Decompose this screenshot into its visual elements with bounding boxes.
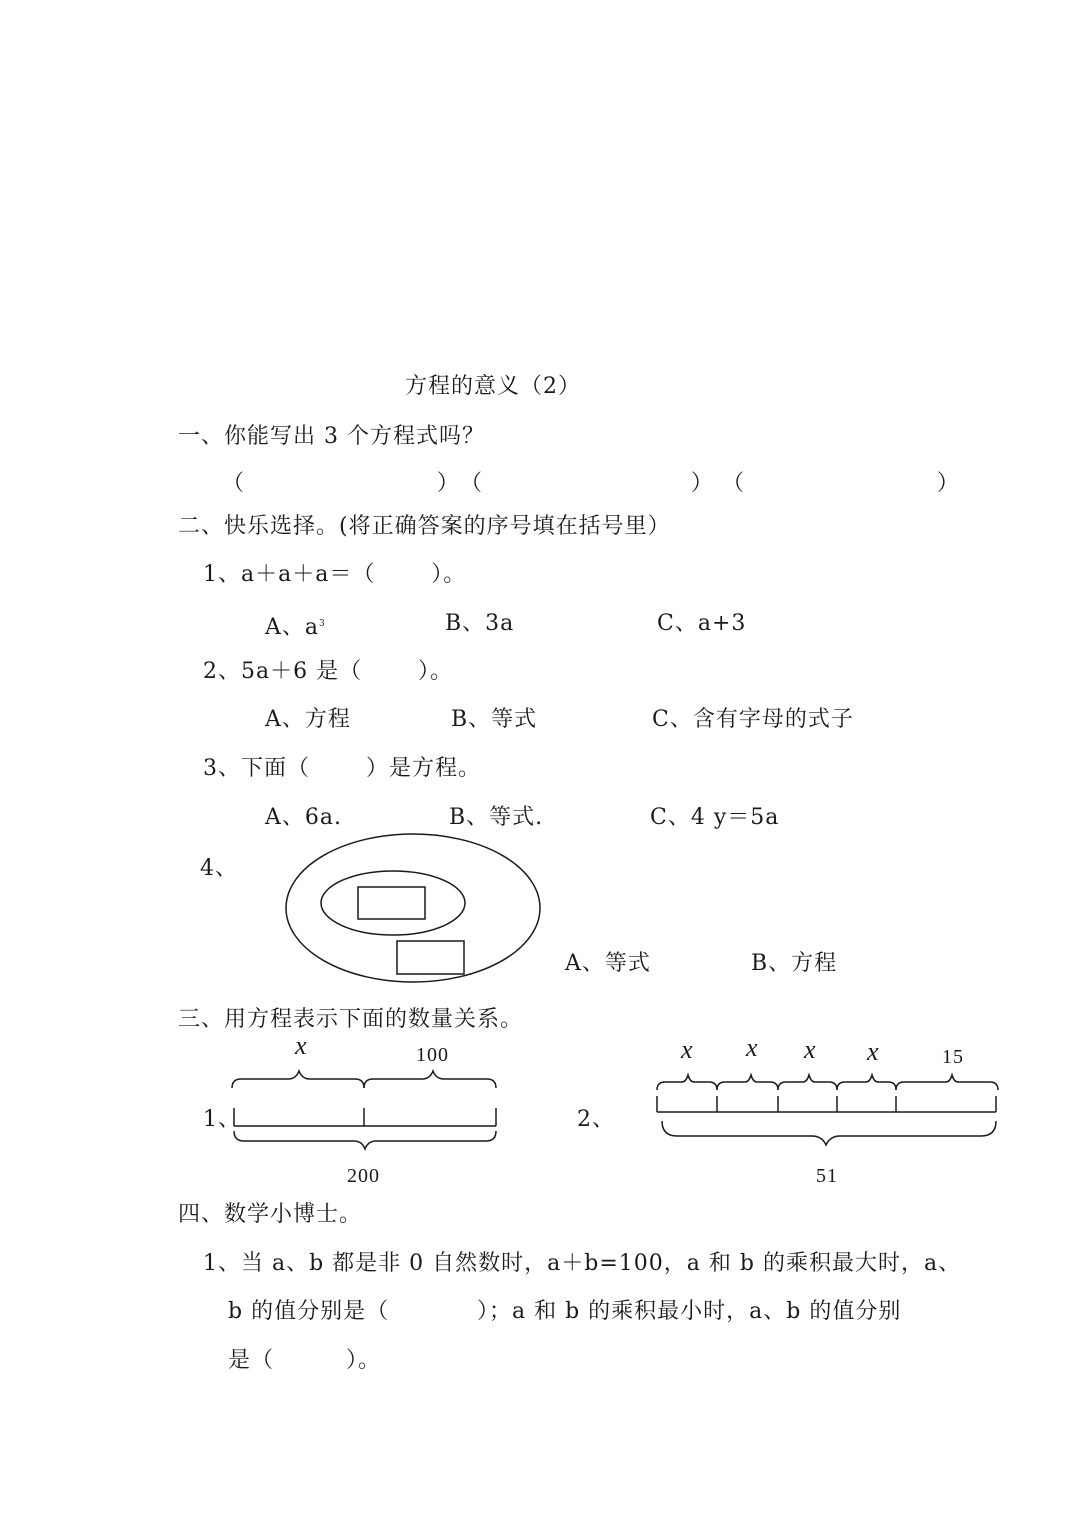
diagram2-x3-label: x xyxy=(804,1035,817,1064)
diagram2-bottom-value: 51 xyxy=(816,1165,838,1187)
section4-heading: 四、数学小博士。 xyxy=(178,1202,363,1227)
section1-heading: 一、你能写出 3 个方程式吗？ xyxy=(178,424,485,449)
q2-option-a[interactable]: A、方程 xyxy=(265,707,351,732)
q4-option-b[interactable]: B、方程 xyxy=(751,951,838,976)
q3-option-a[interactable]: A、6a. xyxy=(265,805,342,830)
diagram1-bottom-value: 200 xyxy=(347,1165,380,1187)
diagram1-x-label: x xyxy=(295,1031,308,1060)
diagram2-x4-label: x xyxy=(867,1037,880,1066)
q5-line-2: b 的值分别是（ ）；a 和 b 的乘积最小时，a、b 的值分别 xyxy=(228,1299,902,1324)
section3-heading: 三、用方程表示下面的数量关系。 xyxy=(178,1007,524,1032)
brace-bottom xyxy=(234,1131,496,1149)
answer-blank-1[interactable]: （ ） xyxy=(222,471,460,496)
inner-ellipse xyxy=(321,871,465,935)
brace-top-right xyxy=(364,1071,496,1088)
line-diagram-1 xyxy=(232,1071,496,1149)
q1-stem: 1、a＋a＋a＝（ ）。 xyxy=(203,562,467,587)
brace-x2 xyxy=(717,1075,778,1090)
brace-top-left xyxy=(232,1071,364,1088)
q2-stem: 2、5a＋6 是（ ）。 xyxy=(203,659,454,684)
brace-bottom xyxy=(662,1121,996,1145)
answer-blank-3[interactable]: （ ） xyxy=(722,471,960,496)
venn-diagram xyxy=(286,834,540,982)
q1-option-b[interactable]: B、3a xyxy=(445,611,515,636)
page-title: 方程的意义（2） xyxy=(405,374,581,399)
section2-heading: 二、快乐选择。(将正确答案的序号填在括号里） xyxy=(178,514,671,539)
answer-blank-2[interactable]: （ ） xyxy=(460,471,714,496)
brace-x4 xyxy=(837,1075,896,1090)
inner-answer-box[interactable] xyxy=(358,887,425,919)
q5-line-1: 1、当 a、b 都是非 0 自然数时，a＋b=100，a 和 b 的乘积最大时，a、 xyxy=(203,1251,962,1276)
outer-answer-box[interactable] xyxy=(397,941,464,974)
q1-option-a-text: A、a xyxy=(265,615,320,640)
brace-15 xyxy=(896,1075,998,1090)
outer-ellipse xyxy=(286,834,540,982)
q4-label: 4、 xyxy=(200,856,238,881)
line-diagram-2 xyxy=(657,1075,998,1145)
diagram2-label: 2、 xyxy=(577,1107,615,1132)
diagram2-x1-label: x xyxy=(681,1035,694,1064)
q1-option-a-exponent: 3 xyxy=(319,619,326,629)
q1-option-c[interactable]: C、a+3 xyxy=(657,611,747,636)
diagram1-top-value: 100 xyxy=(416,1044,449,1066)
q3-stem: 3、下面（ ）是方程。 xyxy=(203,756,481,781)
q4-option-a[interactable]: A、等式 xyxy=(565,951,651,976)
brace-x3 xyxy=(778,1075,837,1090)
q2-option-c[interactable]: C、含有字母的式子 xyxy=(652,707,854,732)
brace-x1 xyxy=(657,1075,717,1090)
q2-option-b[interactable]: B、等式 xyxy=(451,707,538,732)
q5-line-3: 是（ ）。 xyxy=(228,1348,381,1373)
q3-option-b[interactable]: B、等式. xyxy=(449,805,544,830)
diagram2-x2-label: x xyxy=(746,1033,759,1062)
diagram2-top-value: 15 xyxy=(942,1046,964,1068)
q3-option-c[interactable]: C、4 y＝5a xyxy=(650,805,780,830)
diagram1-label: 1、 xyxy=(203,1107,241,1132)
